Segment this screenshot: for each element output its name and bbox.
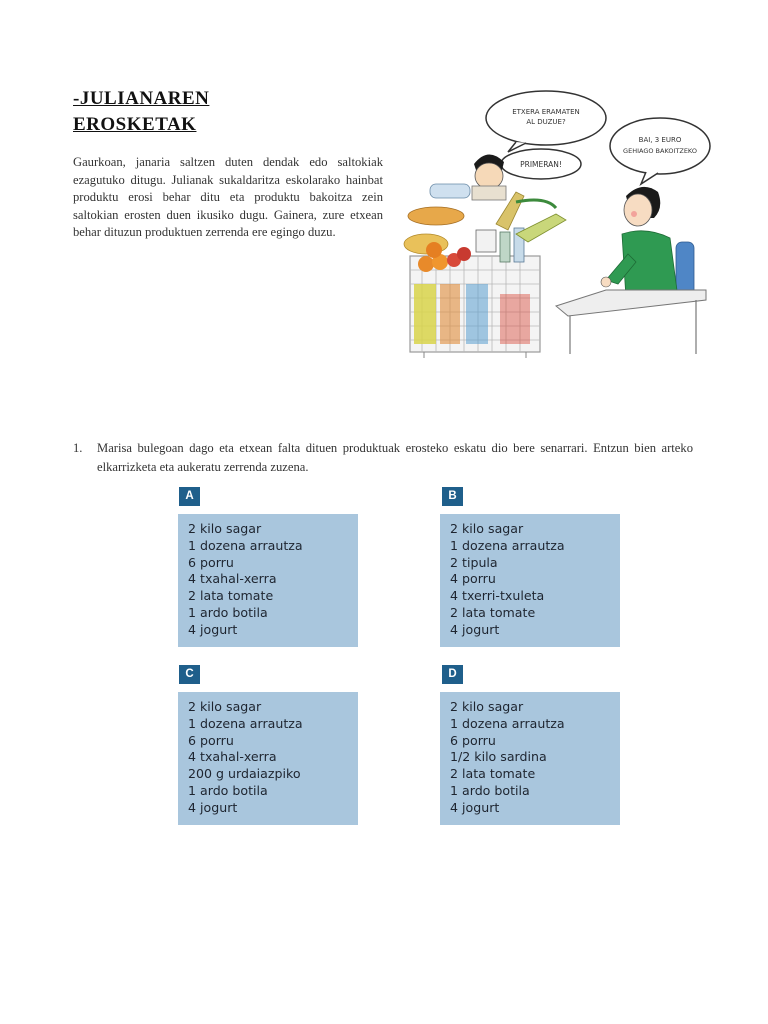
list-item: 200 g urdaiazpiko <box>188 766 301 782</box>
shopping-illustration <box>396 84 716 360</box>
list-item: 4 jogurt <box>188 799 238 815</box>
list-item: 4 jogurt <box>450 799 500 815</box>
list-item: 6 porru <box>188 554 234 570</box>
list-item: 2 lata tomate <box>450 604 536 620</box>
list-item: 4 txahal-xerra <box>188 571 277 587</box>
list-item: 1 ardo botila <box>188 604 268 620</box>
list-item: 4 jogurt <box>188 621 238 637</box>
intro-paragraph: Gaurkoan, janaria saltzen duten dendak edo saltokiak ezagutuko ditugu. Julianak sukaldaritza eskolarako hainbat produktu erosi behar ditu eta produktu bakoitza zein saltokian erosten duen ikusiko dugu. Gainera, zure etxean behar dituzun produktuen zerrenda ere egingo duzu. <box>73 155 383 240</box>
speech-bubble-right <box>610 118 710 174</box>
bubble-left-1-line-2: AL DUZUE? <box>526 118 566 126</box>
title-line-2: EROSKETAK <box>73 114 197 135</box>
list-item: 1/2 kilo sardina <box>450 749 547 765</box>
list-item: 1 dozena arrautza <box>450 715 565 731</box>
list-item: 4 porru <box>450 571 496 587</box>
woman-at-desk <box>556 187 706 354</box>
title-line-1: -JULIANAREN <box>73 88 210 109</box>
page-title <box>73 86 333 138</box>
list-item: 1 ardo botila <box>450 782 530 798</box>
list-item: 6 porru <box>450 732 496 748</box>
shopping-cart <box>404 184 566 358</box>
question-text: Marisa bulegoan dago eta etxean falta dituen produktuak erosteko eskatu dio bere senarrari. Entzun bien arteko elkarrizketa eta aukeratu zerrenda zuzena. <box>97 441 693 474</box>
list-item: 2 kilo sagar <box>188 699 262 714</box>
list-item: 2 lata tomate <box>450 766 536 782</box>
list-item: 2 kilo sagar <box>450 699 524 714</box>
question-1 <box>73 439 693 477</box>
list-item: 1 dozena arrautza <box>188 537 303 553</box>
option-c-badge: C <box>179 665 200 684</box>
bubble-right-line-1: BAI, 3 EURO <box>638 136 682 144</box>
list-item: 1 dozena arrautza <box>450 537 565 553</box>
list-item: 6 porru <box>188 732 234 748</box>
bubble-left-1-line-1: ETXERA ERAMATEN <box>512 108 580 116</box>
list-item: 1 ardo botila <box>188 782 268 798</box>
option-a-list[interactable] <box>178 514 358 647</box>
list-item: 2 kilo sagar <box>188 521 262 536</box>
option-a-badge: A <box>179 487 200 506</box>
list-item: 2 tipula <box>450 554 498 570</box>
option-d-badge: D <box>442 665 463 684</box>
option-b-list[interactable] <box>440 514 620 647</box>
bubble-left-2-text: PRIMERAN! <box>520 160 562 169</box>
list-item: 4 jogurt <box>450 621 500 637</box>
list-item: 4 txerri-txuleta <box>450 588 545 604</box>
option-d-list[interactable] <box>440 692 620 825</box>
list-item: 2 lata tomate <box>188 588 274 604</box>
option-b-badge: B <box>442 487 463 506</box>
list-item: 4 txahal-xerra <box>188 749 277 765</box>
list-item: 2 kilo sagar <box>450 521 524 536</box>
list-item: 1 dozena arrautza <box>188 715 303 731</box>
bubble-right-line-2: GEHIAGO BAKOITZEKO <box>623 147 697 155</box>
option-c-list[interactable] <box>178 692 358 825</box>
question-number: 1. <box>73 441 83 455</box>
shopkeeper-figure <box>472 154 506 200</box>
